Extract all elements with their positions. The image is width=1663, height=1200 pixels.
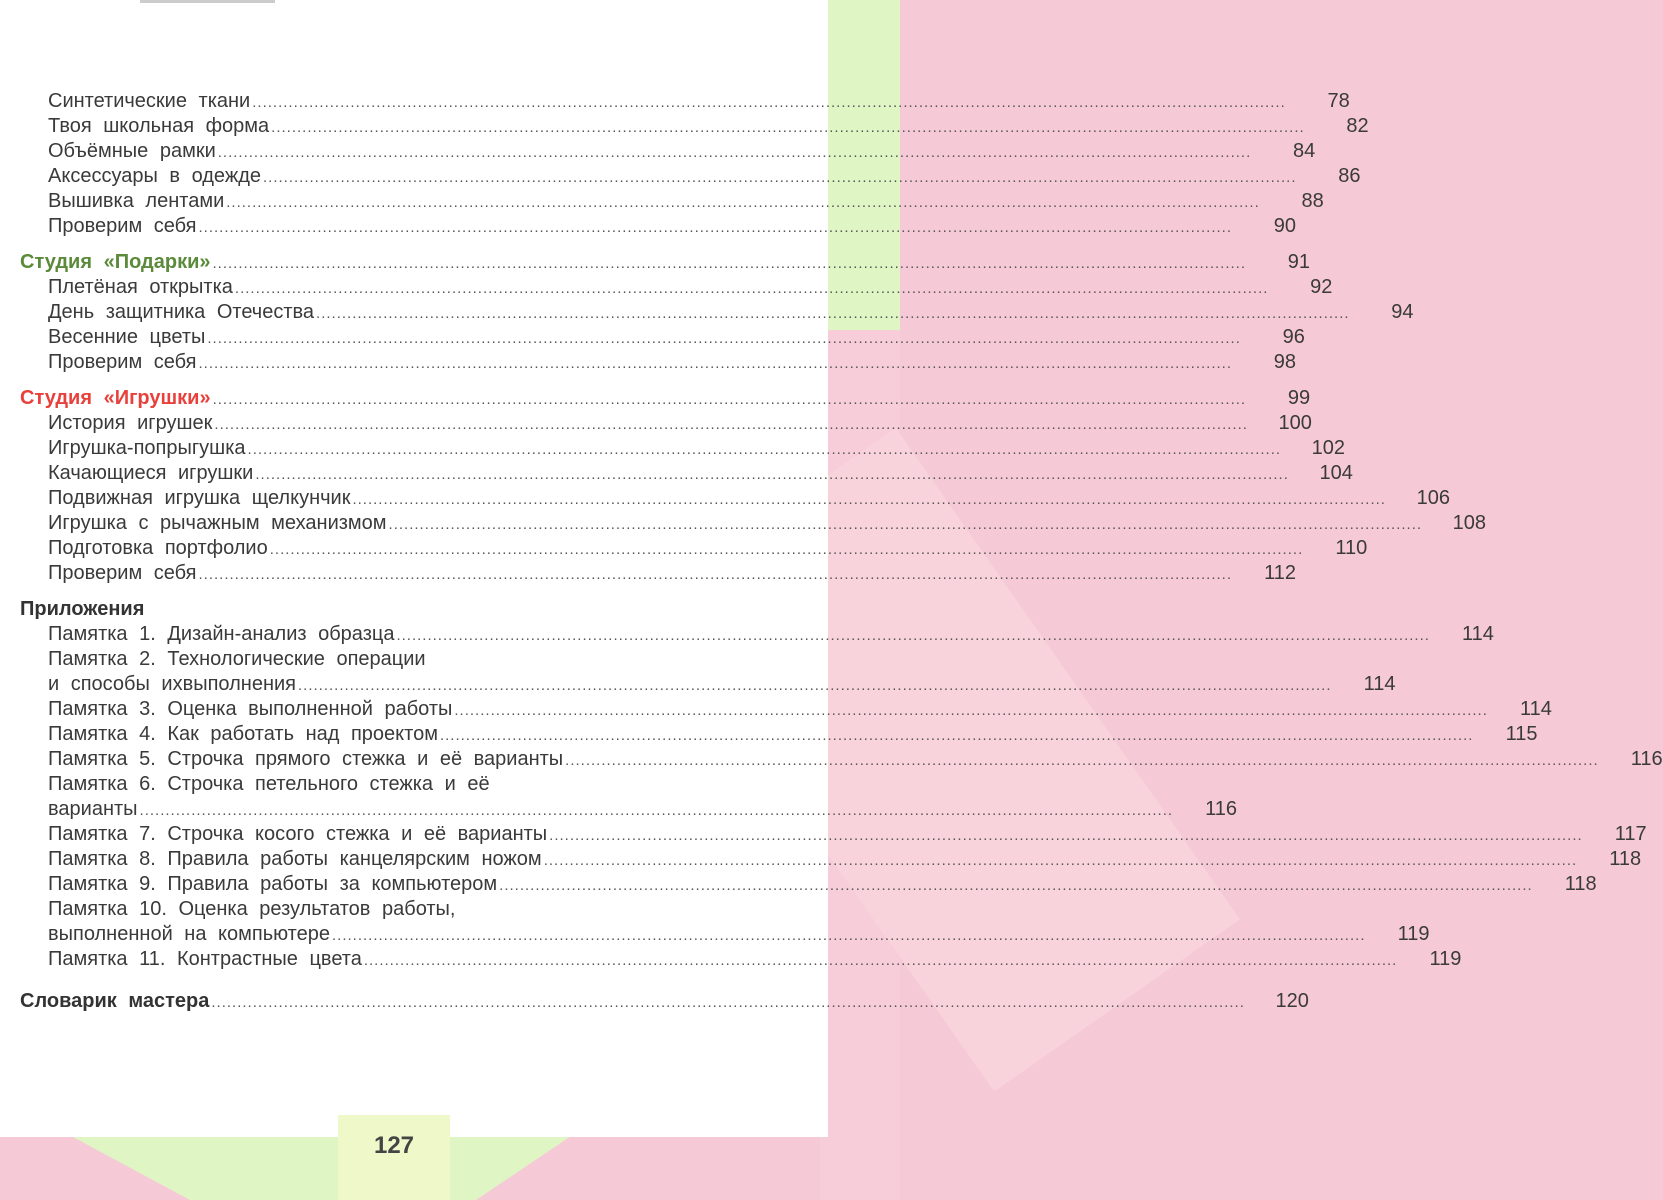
toc-page-number: 116 <box>1630 748 1663 770</box>
toc-page-number: 117 <box>1614 823 1647 845</box>
dot-leader: ........................................................................................................................................................................................................ <box>565 752 1599 769</box>
dot-leader: ........................................................................................................................................................................................................ <box>549 827 1583 844</box>
toc-entry-title: Студия «Подарки» <box>20 251 211 273</box>
dot-leader: ........................................................................................................................................................................................................ <box>255 466 1289 483</box>
toc-page-number: 102 <box>1311 437 1346 459</box>
toc-entry[interactable] <box>0 436 1346 461</box>
toc-entry[interactable] <box>0 300 1414 325</box>
toc-entry-title: выполненной на компьютере <box>48 923 330 945</box>
dot-leader: ........................................................................................................................................................................................................ <box>207 330 1241 347</box>
toc-entry-title: Синтетические ткани <box>48 90 251 112</box>
dot-leader: ........................................................................................................................................................................................................ <box>211 994 1245 1011</box>
dot-leader: ........................................................................................................................................................................................................ <box>263 169 1297 186</box>
dot-leader: ........................................................................................................................................................................................................ <box>388 516 1423 533</box>
dot-leader: ........................................................................................................................................................................................................ <box>247 441 1282 458</box>
toc-page-number: 116 <box>1205 798 1238 820</box>
dot-leader: ........................................................................................................................................................................................................ <box>352 491 1386 508</box>
toc-page-number: 82 <box>1346 115 1369 137</box>
toc-entry[interactable] <box>0 325 1305 350</box>
toc-section-heading[interactable] <box>0 250 1310 275</box>
dot-leader: ........................................................................................................................................................................................................ <box>198 566 1232 583</box>
toc-entry-title: Плетёная открытка <box>48 276 233 298</box>
toc-entry[interactable] <box>0 350 1296 375</box>
page-number: 127 <box>373 1132 415 1159</box>
toc-page-number: 120 <box>1275 990 1309 1012</box>
dot-leader: ........................................................................................................................................................................................................ <box>198 219 1232 236</box>
toc-entry-title: Объёмные рамки <box>48 140 216 162</box>
toc-entry[interactable] <box>0 189 1324 214</box>
toc-entry-title: Памятка 1. Дизайн-анализ образца <box>48 623 395 645</box>
toc-page-number: 91 <box>1287 251 1310 273</box>
dot-leader: ........................................................................................................................................................................................................ <box>212 255 1246 272</box>
toc-page-number: 100 <box>1278 412 1312 434</box>
toc-page-number: 104 <box>1319 462 1353 484</box>
dot-leader: ........................................................................................................................................................................................................ <box>217 144 1252 161</box>
toc-entry[interactable] <box>0 164 1361 189</box>
dot-leader: ........................................................................................................................................................................................................ <box>543 852 1578 869</box>
toc-entry-title: Памятка 8. Правила работы канцелярским ножом <box>48 848 542 870</box>
background-bottom-green-shape <box>60 1130 580 1200</box>
toc-entry[interactable] <box>0 622 1494 647</box>
toc-page-number: 84 <box>1293 140 1316 162</box>
top-rule <box>140 0 275 3</box>
toc-page-number: 118 <box>1609 848 1642 870</box>
toc-section-heading[interactable] <box>0 597 780 622</box>
dot-leader: ........................................................................................................................................................................................................ <box>439 727 1474 744</box>
toc-entry[interactable] <box>0 947 1462 972</box>
toc-page-number: 86 <box>1338 165 1361 187</box>
toc-entry[interactable] <box>0 89 1350 114</box>
toc-entry[interactable] <box>0 536 1368 561</box>
toc-entry-title: Подвижная игрушка щелкунчик <box>48 487 351 509</box>
toc-page-number: 118 <box>1564 873 1597 895</box>
toc-entry-title: варианты <box>48 798 138 820</box>
toc-entry-title: Аксессуары в одежде <box>48 165 261 187</box>
toc-entry-title: Студия «Игрушки» <box>20 387 211 409</box>
toc-page-number: 115 <box>1505 723 1538 745</box>
toc-entry[interactable] <box>0 822 1647 847</box>
toc-entry-title: История игрушек <box>48 412 213 434</box>
toc-entry[interactable] <box>0 872 1597 897</box>
toc-entry-title: Приложения <box>20 598 145 620</box>
dot-leader: ........................................................................................................................................................................................................ <box>234 280 1269 297</box>
toc-page-number: 94 <box>1391 301 1414 323</box>
toc-entry-title: Качающиеся игрушки <box>48 462 254 484</box>
dot-leader: ........................................................................................................................................................................................................ <box>396 627 1430 644</box>
dot-leader: ........................................................................................................................................................................................................ <box>214 416 1248 433</box>
dot-leader: ........................................................................................................................................................................................................ <box>298 677 1332 694</box>
toc-page-number: 106 <box>1416 487 1450 509</box>
toc-entry[interactable] <box>0 747 1663 772</box>
toc-entry-title: Вышивка лентами <box>48 190 225 212</box>
toc-entry-title: Словарик мастера <box>20 990 210 1012</box>
toc-entry-title: Игрушка с рычажным механизмом <box>48 512 387 534</box>
dot-leader: ........................................................................................................................................................................................................ <box>454 702 1488 719</box>
dot-leader: ........................................................................................................................................................................................................ <box>198 355 1232 372</box>
toc-entry[interactable] <box>0 411 1312 436</box>
toc-page-number: 119 <box>1397 923 1430 945</box>
toc-entry-title: Проверим себя <box>48 215 197 237</box>
toc-entry[interactable] <box>0 647 780 672</box>
toc-page-number: 78 <box>1327 90 1350 112</box>
toc-page-number: 114 <box>1520 698 1552 720</box>
toc-entry-title: Памятка 6. Строчка петельного стежка и её <box>48 773 490 795</box>
toc-page-number: 119 <box>1429 948 1462 970</box>
toc-entry-title: Твоя школьная форма <box>48 115 270 137</box>
dot-leader: ........................................................................................................................................................................................................ <box>363 952 1398 969</box>
toc-entry[interactable] <box>0 214 1296 239</box>
table-of-contents <box>0 89 1663 1014</box>
toc-entry-title: Игрушка-попрыгушка <box>48 437 246 459</box>
toc-entry-title: Памятка 5. Строчка прямого стежка и её варианты <box>48 748 564 770</box>
dot-leader: ........................................................................................................................................................................................................ <box>269 541 1304 558</box>
toc-entry[interactable] <box>0 722 1538 747</box>
dot-leader: ........................................................................................................................................................................................................ <box>252 94 1286 111</box>
toc-entry[interactable] <box>0 461 1353 486</box>
toc-section-heading[interactable] <box>0 989 1309 1014</box>
toc-entry-title: Проверим себя <box>48 562 197 584</box>
toc-entry[interactable] <box>0 561 1296 586</box>
toc-page-number: 110 <box>1335 537 1368 559</box>
toc-page-number: 92 <box>1310 276 1333 298</box>
toc-entry[interactable] <box>0 697 1552 722</box>
toc-entry-title: Памятка 10. Оценка результатов работы, <box>48 898 456 920</box>
dot-leader: ........................................................................................................................................................................................................ <box>226 194 1260 211</box>
toc-entry[interactable] <box>0 486 1450 511</box>
toc-entry-title: Памятка 4. Как работать над проектом <box>48 723 438 745</box>
toc-entry[interactable] <box>0 847 1642 872</box>
toc-entry-title: Памятка 7. Строчка косого стежка и её варианты <box>48 823 548 845</box>
toc-entry[interactable] <box>0 275 1333 300</box>
toc-entry[interactable] <box>0 897 780 922</box>
dot-leader: ........................................................................................................................................................................................................ <box>316 305 1350 322</box>
dot-leader: ........................................................................................................................................................................................................ <box>271 119 1305 136</box>
toc-entry[interactable] <box>0 922 1430 947</box>
toc-entry[interactable] <box>0 672 1396 697</box>
toc-entry-title: и способы ихвыполнения <box>48 673 296 695</box>
toc-entry-title: Памятка 9. Правила работы за компьютером <box>48 873 498 895</box>
dot-leader: ........................................................................................................................................................................................................ <box>212 391 1247 408</box>
toc-entry-title: Весенние цветы <box>48 326 206 348</box>
toc-entry[interactable] <box>0 511 1487 536</box>
toc-page-number: 108 <box>1452 512 1487 534</box>
toc-page-number: 90 <box>1273 215 1296 237</box>
toc-page-number: 98 <box>1273 351 1296 373</box>
toc-entry-title: Памятка 2. Технологические операции <box>48 648 426 670</box>
toc-entry[interactable] <box>0 114 1369 139</box>
dot-leader: ........................................................................................................................................................................................................ <box>499 877 1533 894</box>
toc-entry-title: День защитника Отечества <box>48 301 315 323</box>
toc-section-heading[interactable] <box>0 386 1311 411</box>
toc-page-number: 88 <box>1301 190 1324 212</box>
toc-entry-title: Памятка 3. Оценка выполненной работы <box>48 698 453 720</box>
toc-entry-title: Проверим себя <box>48 351 197 373</box>
toc-entry[interactable] <box>0 797 1238 822</box>
toc-entry-title: Памятка 11. Контрастные цвета <box>48 948 362 970</box>
toc-entry[interactable] <box>0 772 780 797</box>
toc-page-number: 114 <box>1363 673 1396 695</box>
toc-entry[interactable] <box>0 139 1316 164</box>
toc-page-number: 99 <box>1287 387 1311 409</box>
toc-entry-title: Подготовка портфолио <box>48 537 268 559</box>
toc-page-number: 96 <box>1282 326 1305 348</box>
toc-page-number: 112 <box>1264 562 1296 584</box>
dot-leader: ........................................................................................................................................................................................................ <box>139 802 1174 819</box>
toc-page-number: 114 <box>1462 623 1494 645</box>
dot-leader: ........................................................................................................................................................................................................ <box>331 927 1366 944</box>
